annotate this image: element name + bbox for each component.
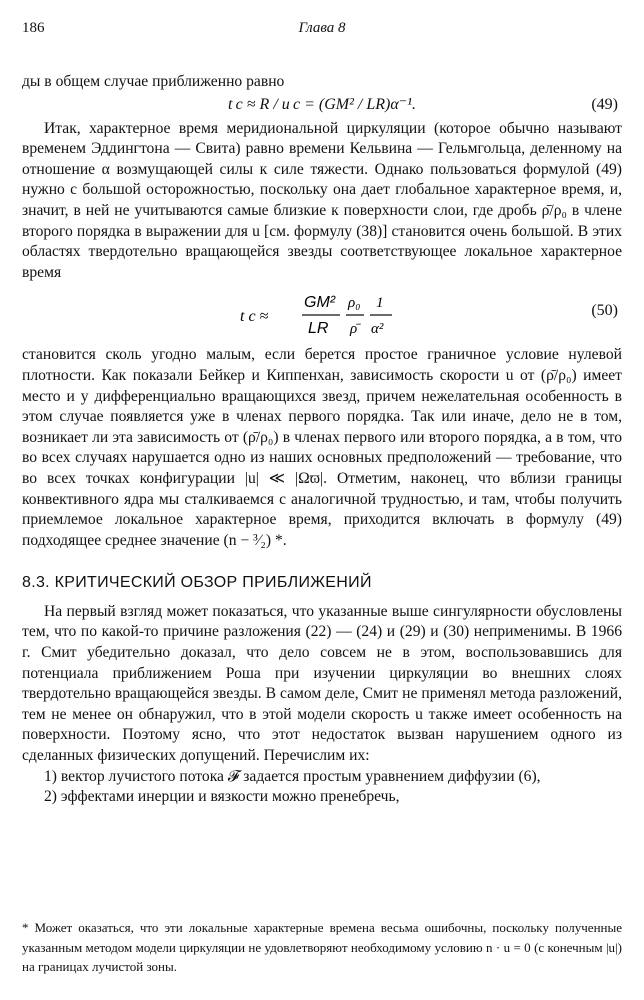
eq50-num3: 1 [376,295,384,312]
section-heading: 8.3. КРИТИЧЕСКИЙ ОБЗОР ПРИБЛИЖЕНИЙ [22,574,372,592]
paragraph-4: На первый взгляд может показаться, что указанные выше сингулярности обусловлены тем, что по какой-то причине разложения (22) — (24) и (29) и (30) неприменимы. В 1966 г. Смит убедительно доказал, что дело совсем не в этом, воспользовавшись для потенциала приближением Роша при изучении циркуляции во внешних слоях твердотельно вращающейся звезды. В самом деле, Смит не применял метода разложений, тем не менее он обнаружил, что в этой модели скорость u также имеет особенность на поверхности. Поэтому ясно, что этот недостаток вызван нарушением одного из сделанных физических допущений. Перечислим их: [22,602,622,765]
eq50-den3: α² [371,321,384,338]
page-number: 186 [22,20,45,36]
equation-49-number: (49) [591,95,618,113]
equation-49 [22,93,622,119]
paragraph-2: Итак, характерное время меридиональной циркуляции (которое обычно называют временем Эддингтона — Свита) равно времени Кельвина — Гельмгольца, деленному на отношение α возмущающей силы к силе тяжести. Однако пользоваться формулой (49) нужно с большой осторожностью, поскольку она дает глобальное характерное время, и, значит, в ней не учитываются самые близкие к поверхности слои, где дробь ρ̄/ρ₀ в члене второго порядка в выражении для u [см. формулу (38)] становится очень большой. В этих областях твердотельно вращающейся звезды соответствующее локальное характерное время [22,119,622,281]
eq50-den2: ρ̄ [350,321,358,338]
eq50-den1: LR [308,320,329,338]
equation-50 [22,283,622,345]
paragraph-1: ды в общем случае приближенно равно [22,73,285,90]
equation-50-number: (50) [591,302,618,320]
paragraph-3: становится сколь угодно малым, если берется простое граничное условие нулевой плотности. Как показали Бейкер и Киппенхан, зависимость скорости u от (ρ̄/ρ₀) имеет место и у дифференциально вращающихся звезд, причем нежелательная особенность в этом случае появляется уже в членах первого порядка. Так или иначе, дело не в том, возникает ли эта зависимость от (ρ̄/ρ₀) в членах первого или второго порядка, а в том, что во всех случаях нарушается одно из наших основных предположений — требование, что во всех точках конфигурации |u| ≪ |Ωϖ|. Отметим, наконец, что вблизи границы конвективного ядра мы сталкиваемся с аналогичной трудностью, и там, чтобы получить приемлемое локальное характерное время, приходится включать в формулу (49) подходящее среднее значение (n − ³⁄₂) *. [22,346,622,549]
running-header [22,16,622,40]
equation-50-svg [240,285,410,345]
equation-50-formula [240,285,410,352]
main-text [22,72,622,808]
list-item-2: 2) эффектами инерции и вязкости можно пренебречь, [44,788,400,806]
eq50-num2: ρ₀ [348,295,361,312]
eq50-lhs: t c ≈ [240,308,269,326]
book-page [22,16,622,40]
chapter-title: Глава 8 [298,20,346,36]
list-item-1: 1) вектор лучистого потока 𝓕 задается простым уравнением диффузии (6), [44,767,541,785]
footnote: * Может оказаться, что эти локальные характерные времена весьма ошибочны, поскольку полученные указанным методом модели циркуляции не удовлетворяют необходимому условию n · u = 0 (с конечным |u|) на границах лучистой зоны. [22,920,622,974]
equation-49-formula: t c ≈ R / u c = (GM² / LR)α⁻¹. [228,95,416,113]
eq50-num1: GM² [304,294,336,312]
